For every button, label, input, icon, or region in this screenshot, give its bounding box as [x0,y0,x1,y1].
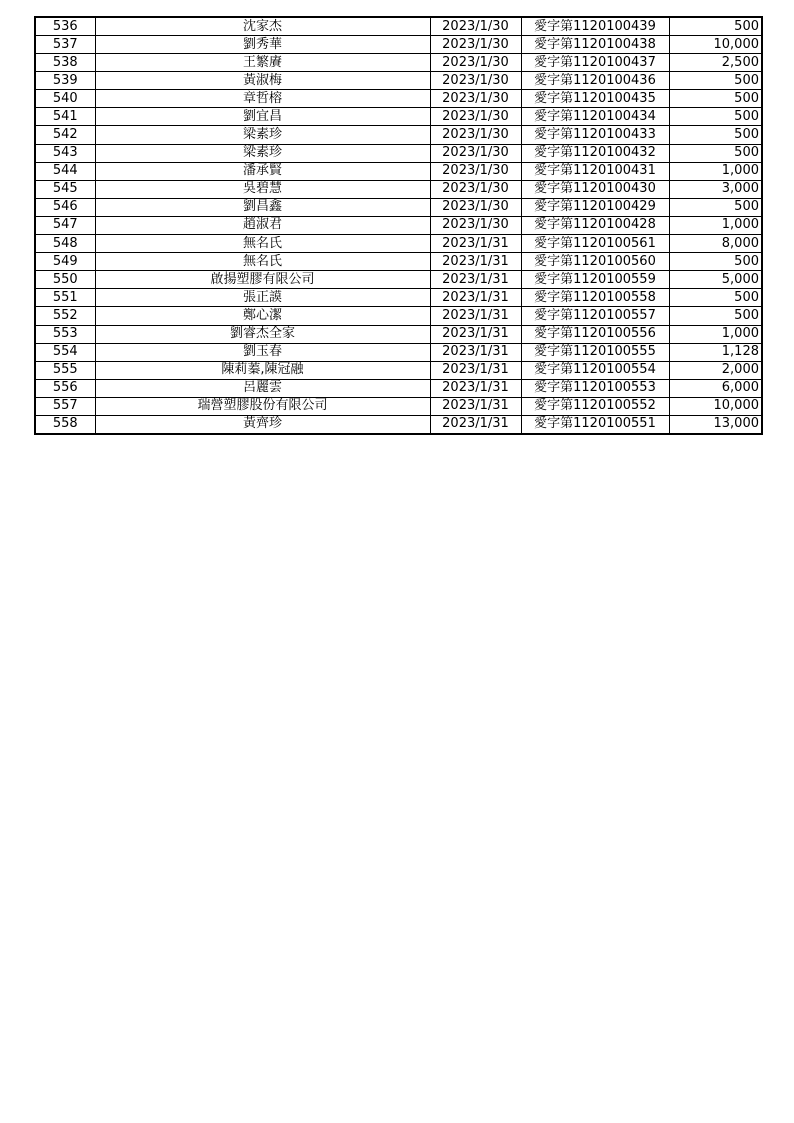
row-number: 536 [35,17,95,36]
donation-amount: 5,000 [669,271,762,289]
donor-name: 鄭心潔 [95,307,430,325]
donor-name: 張正謨 [95,289,430,307]
row-number: 550 [35,271,95,289]
donor-name: 王繁賡 [95,54,430,72]
row-number: 544 [35,162,95,180]
row-number: 551 [35,289,95,307]
receipt-number: 愛字第1120100431 [521,162,669,180]
donation-date: 2023/1/30 [430,216,521,234]
row-number: 548 [35,235,95,253]
row-number: 542 [35,126,95,144]
donation-amount: 500 [669,198,762,216]
donor-name: 章哲榕 [95,90,430,108]
donation-amount: 2,000 [669,361,762,379]
receipt-number: 愛字第1120100428 [521,216,669,234]
donation-amount: 500 [669,307,762,325]
table-row [35,361,762,379]
row-number: 540 [35,90,95,108]
receipt-number: 愛字第1120100430 [521,180,669,198]
donor-name: 無名氏 [95,253,430,271]
receipt-number: 愛字第1120100561 [521,235,669,253]
donation-date: 2023/1/30 [430,90,521,108]
donation-date: 2023/1/31 [430,307,521,325]
donation-amount: 1,128 [669,343,762,361]
donation-amount: 6,000 [669,379,762,397]
row-number: 547 [35,216,95,234]
donor-name: 劉昌鑫 [95,198,430,216]
table-row [35,126,762,144]
row-number: 543 [35,144,95,162]
donor-name: 瑞營塑膠股份有限公司 [95,397,430,415]
receipt-number: 愛字第1120100434 [521,108,669,126]
donation-date: 2023/1/30 [430,144,521,162]
donation-date: 2023/1/30 [430,126,521,144]
table-row [35,253,762,271]
row-number: 537 [35,36,95,54]
row-number: 545 [35,180,95,198]
table-row [35,271,762,289]
receipt-number: 愛字第1120100560 [521,253,669,271]
receipt-number: 愛字第1120100433 [521,126,669,144]
row-number: 546 [35,198,95,216]
receipt-number: 愛字第1120100439 [521,17,669,36]
donation-amount: 3,000 [669,180,762,198]
row-number: 553 [35,325,95,343]
donation-date: 2023/1/31 [430,235,521,253]
table-row [35,36,762,54]
receipt-number: 愛字第1120100437 [521,54,669,72]
table-row [35,307,762,325]
row-number: 539 [35,72,95,90]
donation-amount: 500 [669,144,762,162]
donor-name: 黃淑梅 [95,72,430,90]
donation-date: 2023/1/31 [430,397,521,415]
receipt-number: 愛字第1120100553 [521,379,669,397]
donation-date: 2023/1/31 [430,289,521,307]
table-row [35,235,762,253]
donation-table [34,16,763,435]
table-row [35,379,762,397]
receipt-number: 愛字第1120100551 [521,415,669,434]
donation-date: 2023/1/31 [430,271,521,289]
donor-name: 沈家杰 [95,17,430,36]
donation-amount: 10,000 [669,36,762,54]
donation-amount: 500 [669,289,762,307]
donation-date: 2023/1/31 [430,343,521,361]
donation-date: 2023/1/31 [430,253,521,271]
receipt-number: 愛字第1120100552 [521,397,669,415]
donor-name: 無名氏 [95,235,430,253]
donor-name: 潘承賢 [95,162,430,180]
donor-name: 啟揚塑膠有限公司 [95,271,430,289]
receipt-number: 愛字第1120100438 [521,36,669,54]
donation-date: 2023/1/30 [430,54,521,72]
table-row [35,397,762,415]
donor-name: 梁素珍 [95,126,430,144]
table-row [35,108,762,126]
row-number: 556 [35,379,95,397]
row-number: 555 [35,361,95,379]
table-row [35,343,762,361]
donation-amount: 500 [669,90,762,108]
table-row [35,289,762,307]
table-row [35,17,762,36]
table-row [35,216,762,234]
donation-date: 2023/1/30 [430,72,521,90]
receipt-number: 愛字第1120100557 [521,307,669,325]
table-row [35,325,762,343]
donation-date: 2023/1/30 [430,198,521,216]
donor-name: 劉玉春 [95,343,430,361]
donor-name: 黃齊珍 [95,415,430,434]
donor-name: 劉睿杰全家 [95,325,430,343]
receipt-number: 愛字第1120100554 [521,361,669,379]
donation-amount: 500 [669,17,762,36]
receipt-number: 愛字第1120100558 [521,289,669,307]
donor-name: 梁素珍 [95,144,430,162]
donor-name: 劉秀華 [95,36,430,54]
receipt-number: 愛字第1120100559 [521,271,669,289]
donor-name: 呂麗雲 [95,379,430,397]
row-number: 552 [35,307,95,325]
donation-date: 2023/1/31 [430,361,521,379]
row-number: 549 [35,253,95,271]
donation-date: 2023/1/31 [430,415,521,434]
donation-amount: 2,500 [669,54,762,72]
table-row [35,198,762,216]
table-row [35,144,762,162]
donation-date: 2023/1/30 [430,108,521,126]
donation-date: 2023/1/30 [430,36,521,54]
donation-date: 2023/1/31 [430,325,521,343]
table-row [35,180,762,198]
table-row [35,415,762,434]
donor-name: 劉宜昌 [95,108,430,126]
donation-date: 2023/1/30 [430,17,521,36]
donation-amount: 8,000 [669,235,762,253]
donation-amount: 1,000 [669,162,762,180]
donation-amount: 500 [669,108,762,126]
table-row [35,54,762,72]
receipt-number: 愛字第1120100555 [521,343,669,361]
donor-name: 趙淑君 [95,216,430,234]
donation-amount: 13,000 [669,415,762,434]
donor-name: 吳碧慧 [95,180,430,198]
donation-date: 2023/1/31 [430,379,521,397]
receipt-number: 愛字第1120100435 [521,90,669,108]
receipt-number: 愛字第1120100432 [521,144,669,162]
donation-amount: 1,000 [669,216,762,234]
donation-amount: 500 [669,72,762,90]
receipt-number: 愛字第1120100429 [521,198,669,216]
donation-date: 2023/1/30 [430,162,521,180]
row-number: 558 [35,415,95,434]
donation-amount: 500 [669,126,762,144]
donation-amount: 500 [669,253,762,271]
row-number: 538 [35,54,95,72]
table-row [35,72,762,90]
row-number: 554 [35,343,95,361]
donation-amount: 10,000 [669,397,762,415]
receipt-number: 愛字第1120100436 [521,72,669,90]
donation-amount: 1,000 [669,325,762,343]
row-number: 541 [35,108,95,126]
receipt-number: 愛字第1120100556 [521,325,669,343]
table-row [35,90,762,108]
table-body [35,17,762,434]
donor-name: 陳莉蓁,陳冠融 [95,361,430,379]
row-number: 557 [35,397,95,415]
donation-date: 2023/1/30 [430,180,521,198]
table-row [35,162,762,180]
